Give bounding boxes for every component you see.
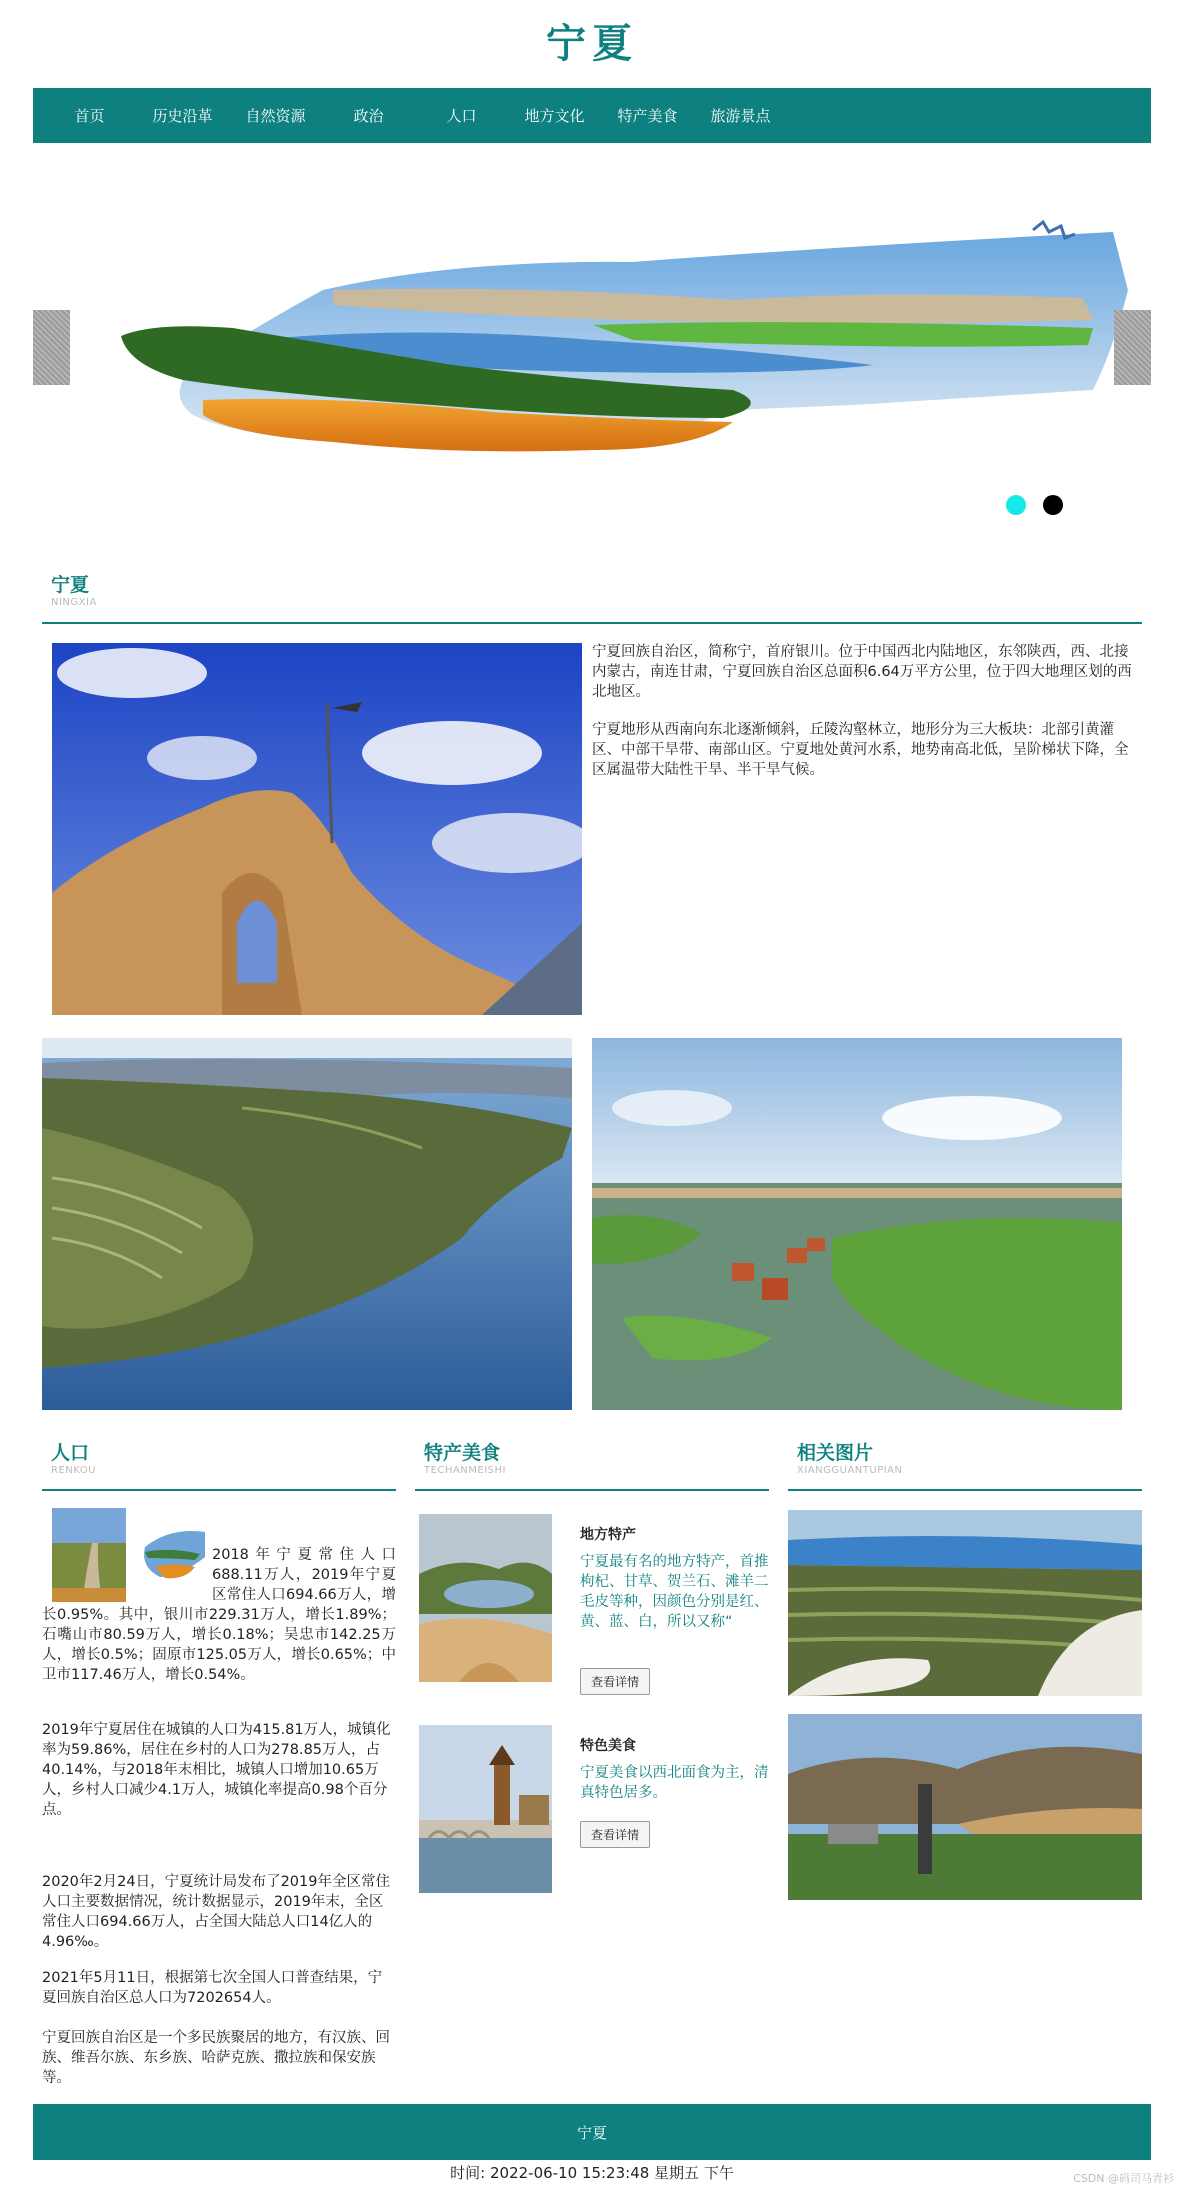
food-item-2-description: 宁夏美食以西北面食为主，清真特色居多。 [580,1765,769,1801]
intro-subtitle: NINGXIA [51,597,97,608]
intro-paragraph-1: 宁夏回族自治区，简称宁，首府银川。位于中国西北内陆地区，东邻陕西，西、北接内蒙古，南连甘肃，宁夏回族自治区总面积6.64万平方公里，位于四大地理区划的西北地区。 [592,644,1132,700]
nav-item-culture[interactable]: 地方文化 [524,107,585,125]
fortress-arch-image [52,643,582,1015]
food-item-2-title: 特色美食 [580,1738,636,1754]
population-section-heading [42,1438,396,1491]
food-item-2-details-button[interactable]: 查看详情 [580,1821,650,1848]
population-paragraph-5: 宁夏回族自治区是一个多民族聚居的地方，有汉族、回族、维吾尔族、东乡族、哈萨克族、撒拉族和保安族等。 [42,2030,390,2086]
gallery-image-2 [788,1714,1142,1900]
population-paragraph-1-text: 2018年宁夏常住人口688.11万人，2019年宁夏区常住人口694.66万人，增长0.95%。其中，银川市229.31万人，增长1.89%；石嘴山市80.59万人，增长0.18%；吴忠市142.25万人，增长0.5%；固原市125.05万人，增长0.65%；中卫市117.46万人，增长0.54%。 [42,1547,396,1683]
food-subtitle: TECHANMEISHI [424,1465,506,1476]
food-item-1-details-button[interactable]: 查看详情 [580,1668,650,1695]
population-paragraph-3: 2020年2月24日，宁夏统计局发布了2019年全区常住人口主要数据情况，统计数据显示，2019年末，全区常住人口694.66万人，占全国大陆总人口14亿人的4.96‰。 [42,1874,390,1950]
gallery-title: 相关图片 [797,1442,874,1464]
banner-carousel [33,150,1151,530]
food-item-1-image [419,1514,552,1682]
carousel-dot-1[interactable] [1006,495,1026,515]
footer-bar: 宁夏 [33,2104,1151,2160]
watermark-text: CSDN @码司马青衫 [1073,2172,1174,2185]
gallery-subtitle: XIANGGUANTUPIAN [797,1465,903,1476]
nav-item-history[interactable]: 历史沿革 [152,107,213,125]
gallery-section-heading [788,1438,1142,1491]
banner-image [33,150,1151,530]
carousel-dot-2[interactable] [1043,495,1063,515]
main-nav [33,88,1151,143]
carousel-next-button[interactable] [1114,310,1151,385]
current-time-text: 时间: 2022-06-10 15:23:48 星期五 下午 [450,2164,734,2182]
food-item-1-description: 宁夏最有名的地方特产，首推枸杞、甘草、贺兰石、滩羊二毛皮等种，因颜色分别是红、黄、蓝、白，所以又称“ [580,1554,769,1630]
site-title: 宁夏 [546,21,638,67]
food-title: 特产美食 [424,1442,501,1464]
population-paragraph-1 [42,1545,396,1685]
wetland-boats-image [592,1038,1122,1410]
population-subtitle: RENKOU [51,1465,96,1476]
food-item-1-title: 地方特产 [580,1527,636,1543]
intro-title: 宁夏 [51,574,90,596]
nav-item-tourism[interactable]: 旅游景点 [710,107,771,125]
intro-section-heading [42,570,1142,624]
population-title: 人口 [51,1442,90,1464]
nav-item-home[interactable]: 首页 [74,107,105,125]
nav-item-population[interactable]: 人口 [446,107,477,125]
food-section-heading [415,1438,769,1491]
gallery-image-1 [788,1510,1142,1696]
intro-paragraph-2: 宁夏地形从西南向东北逐渐倾斜，丘陵沟壑林立，地形分为三大板块：北部引黄灌区、中部干旱带、南部山区。宁夏地处黄河水系，地势南高北低，呈阶梯状下降，全区属温带大陆性干旱、半干旱气候。 [592,722,1129,778]
carousel-prev-button[interactable] [33,310,70,385]
population-paragraph-2: 2019年宁夏居住在城镇的人口为415.81万人，城镇化率为59.86%，居住在乡村的人口为278.85万人，占40.14%，与2018年末相比，城镇人口增加10.65万人，乡村人口减少4.1万人，城镇化率提高0.98个百分点。 [42,1722,391,1818]
nav-item-politics[interactable]: 政治 [353,107,384,125]
terraced-hills-lake-image [42,1038,572,1410]
nav-item-food[interactable]: 特产美食 [617,107,678,125]
population-paragraph-4: 2021年5月11日，根据第七次全国人口普查结果，宁夏回族自治区总人口为7202654人。 [42,1970,383,2006]
food-item-2-image [419,1725,552,1893]
nav-item-resources[interactable]: 自然资源 [245,107,306,125]
